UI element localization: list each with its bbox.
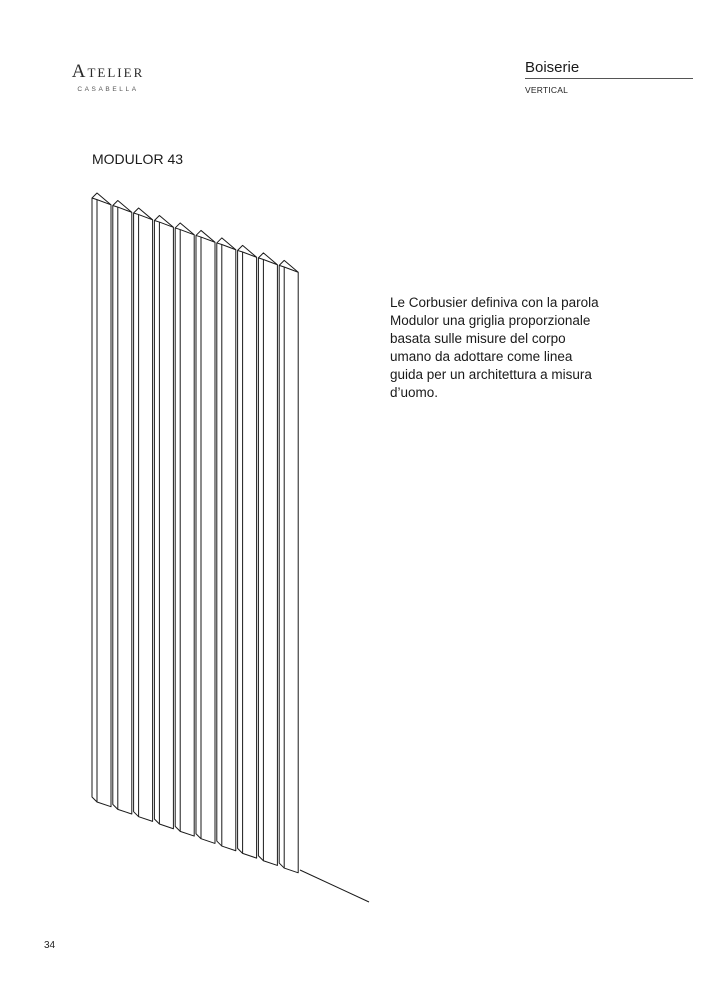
slat-outline [154, 215, 173, 828]
product-name: MODULOR 43 [92, 151, 184, 167]
slat-outline [175, 223, 194, 836]
slat-outline [258, 253, 277, 866]
slat-group [92, 193, 298, 873]
slat-outline [134, 208, 153, 821]
brand-subtitle: CASABELLA [77, 86, 139, 93]
slat-outline [196, 230, 215, 843]
brand-name: Atelier [71, 61, 145, 82]
section-title: Boiserie [525, 58, 693, 79]
slat-outline [279, 260, 298, 872]
slat-outline [217, 238, 236, 851]
slat-outline [92, 193, 111, 807]
slat-outline [238, 245, 257, 858]
slat-outline [113, 200, 132, 814]
floor-line [300, 870, 369, 902]
page-number: 34 [44, 940, 56, 951]
section-subtitle: VERTICAL [525, 85, 569, 95]
product-description: Le Corbusier definiva con la parola Modulor una griglia proporzionale basata sulle misure del corpo umano da adottare come linea guida per un architettura a misura d’uomo. [390, 295, 599, 400]
